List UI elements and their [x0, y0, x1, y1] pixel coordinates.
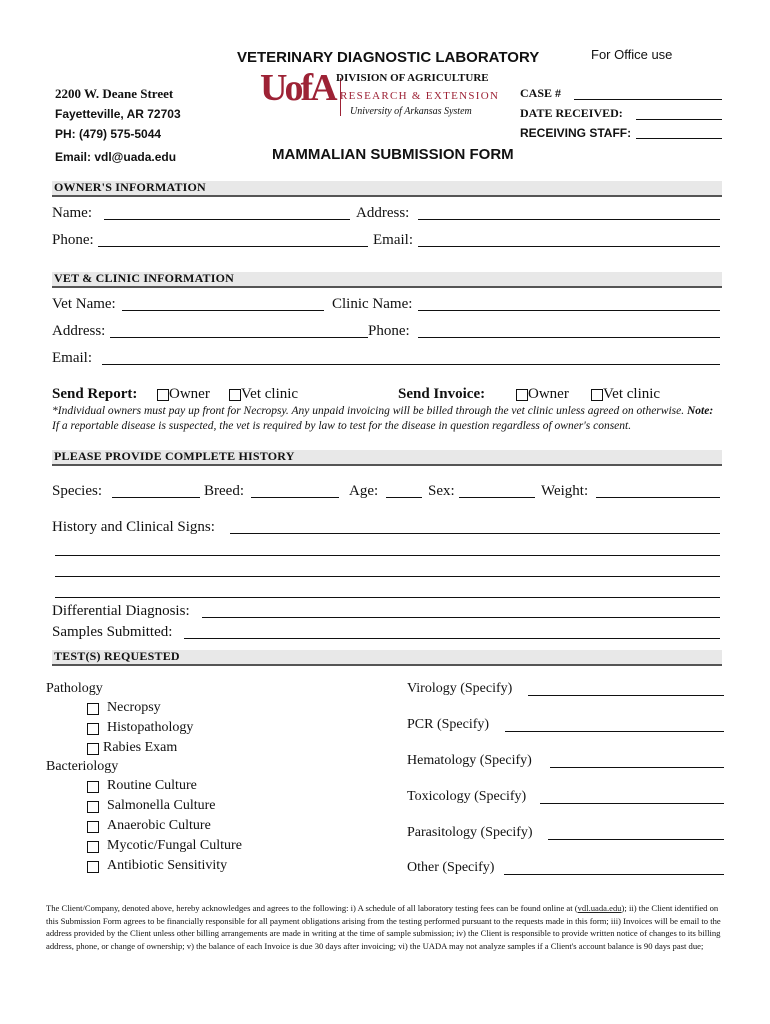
salmonella-culture-checkbox[interactable]: [87, 801, 99, 813]
owner-phone-label: Phone:: [52, 232, 94, 248]
tests-section-title: TEST(S) REQUESTED: [54, 649, 180, 663]
owner-email-field[interactable]: [418, 246, 720, 247]
report-owner-option: Owner: [169, 386, 210, 402]
sex-label: Sex:: [428, 483, 455, 499]
owner-address-field[interactable]: [418, 219, 720, 220]
toxicology-field[interactable]: [540, 803, 724, 804]
pcr-field[interactable]: [505, 731, 724, 732]
vet-phone-field[interactable]: [418, 337, 720, 338]
lab-title: VETERINARY DIAGNOSTIC LABORATORY: [237, 49, 540, 66]
vet-section-title: VET & CLINIC INFORMATION: [54, 271, 235, 285]
mycotic-fungal-culture-checkbox[interactable]: [87, 841, 99, 853]
terms-part2: ); ii) the Client identified on this Submission Form agrees to be financially responsible for all payment obligations arising from the testing performed pursuant to the requests made in this form; iii) Invoices will be email to the address provided by the Client unless other billing arrangements are made in writing at the time of sample submission; iv) the Client is responsible to provide written notice of changes to its billing address, phone, or change of ownership; v) the balance of each Invoice is due 30 days after invoicing; vi) the UADA may not analyze samples if a Client's account balance is 90 days past due;: [46, 903, 721, 951]
salmonella-culture-option: Salmonella Culture: [107, 798, 216, 813]
parasitology-label: Parasitology (Specify): [407, 825, 533, 840]
tests-section-bar: [52, 650, 722, 666]
vet-address-field[interactable]: [110, 337, 368, 338]
differential-label: Differential Diagnosis:: [52, 603, 190, 619]
bacteriology-heading: Bacteriology: [46, 759, 119, 774]
antibiotic-sensitivity-option: Antibiotic Sensitivity: [107, 858, 228, 873]
virology-label: Virology (Specify): [407, 681, 513, 696]
pathology-heading: Pathology: [46, 681, 103, 696]
invoice-vet-clinic-checkbox[interactable]: [591, 389, 603, 401]
weight-label: Weight:: [541, 483, 589, 499]
histopathology-checkbox[interactable]: [87, 723, 99, 735]
invoice-owner-option: Owner: [528, 386, 569, 402]
age-label: Age:: [349, 483, 379, 499]
history-field-line-4[interactable]: [55, 597, 720, 598]
vet-address-label: Address:: [52, 323, 106, 339]
send-invoice-label: Send Invoice:: [398, 386, 486, 402]
anaerobic-culture-checkbox[interactable]: [87, 821, 99, 833]
samples-label: Samples Submitted:: [52, 624, 173, 640]
uada-logo: [260, 67, 506, 122]
logo-line1: DIVISION OF AGRICULTURE: [336, 72, 489, 84]
send-report-label: Send Report:: [52, 386, 138, 402]
other-field[interactable]: [504, 874, 724, 875]
history-field-line-2[interactable]: [55, 555, 720, 556]
weight-field[interactable]: [596, 497, 720, 498]
samples-field[interactable]: [184, 638, 720, 639]
payment-note-part1: *Individual owners must pay up front for Necropsy. Any unpaid invoicing will be billed through the vet clinic unless agreed on otherwise.: [52, 405, 685, 417]
payment-note: [52, 404, 722, 434]
necropsy-checkbox[interactable]: [87, 703, 99, 715]
owner-name-field[interactable]: [104, 219, 350, 220]
vet-email-field[interactable]: [102, 364, 720, 365]
breed-field[interactable]: [251, 497, 339, 498]
rabies-exam-checkbox[interactable]: [87, 743, 99, 755]
species-field[interactable]: [112, 497, 200, 498]
parasitology-field[interactable]: [548, 839, 724, 840]
report-vet-clinic-checkbox[interactable]: [229, 389, 241, 401]
other-label: Other (Specify): [407, 860, 495, 875]
antibiotic-sensitivity-checkbox[interactable]: [87, 861, 99, 873]
routine-culture-option: Routine Culture: [107, 778, 197, 793]
logo-mark: UofA: [260, 67, 335, 109]
case-field[interactable]: [574, 99, 722, 100]
species-label: Species:: [52, 483, 102, 499]
payment-note-bold: Note:: [686, 405, 714, 417]
differential-field[interactable]: [202, 617, 720, 618]
date-received-label: DATE RECEIVED:: [520, 106, 623, 120]
owner-phone-field[interactable]: [98, 246, 368, 247]
vet-section-bar: [52, 272, 722, 288]
lab-city: Fayetteville, AR 72703: [55, 107, 181, 121]
hematology-field[interactable]: [550, 767, 724, 768]
lab-phone: PH: (479) 575-5044: [55, 127, 162, 141]
receiving-staff-label: RECEIVING STAFF:: [520, 126, 632, 140]
invoice-owner-checkbox[interactable]: [516, 389, 528, 401]
pcr-label: PCR (Specify): [407, 717, 490, 732]
owner-section-title: OWNER'S INFORMATION: [54, 180, 206, 194]
sex-field[interactable]: [459, 497, 535, 498]
terms-text: [46, 902, 724, 952]
history-section-title: PLEASE PROVIDE COMPLETE HISTORY: [54, 449, 295, 463]
report-vet-clinic-option: Vet clinic: [241, 386, 299, 402]
lab-email: Email: vdl@uada.edu: [55, 150, 177, 164]
history-section-bar: [52, 450, 722, 466]
vet-name-label: Vet Name:: [52, 296, 116, 312]
necropsy-option: Necropsy: [107, 700, 161, 715]
vet-phone-label: Phone:: [368, 323, 410, 339]
owner-email-label: Email:: [373, 232, 413, 248]
form-title: MAMMALIAN SUBMISSION FORM: [272, 146, 514, 163]
breed-label: Breed:: [204, 483, 244, 499]
history-field-line-3[interactable]: [55, 576, 720, 577]
clinic-name-label: Clinic Name:: [332, 296, 413, 312]
owner-address-label: Address:: [356, 205, 410, 221]
owner-name-label: Name:: [52, 205, 92, 221]
mycotic-fungal-culture-option: Mycotic/Fungal Culture: [107, 838, 242, 853]
lab-street: 2200 W. Deane Street: [55, 86, 174, 101]
hematology-label: Hematology (Specify): [407, 753, 532, 768]
rabies-exam-option: Rabies Exam: [103, 740, 178, 755]
vet-email-label: Email:: [52, 350, 92, 366]
case-label: CASE #: [520, 86, 562, 100]
virology-field[interactable]: [528, 695, 724, 696]
terms-link[interactable]: vdl.uada.edu: [577, 903, 622, 913]
terms-part1: The Client/Company, denoted above, hereby acknowledges and agrees to the following: i) A schedule of all laboratory testing fees can be found online at (: [46, 903, 578, 913]
clinic-name-field[interactable]: [418, 310, 720, 311]
date-received-field[interactable]: [636, 119, 722, 120]
history-label: History and Clinical Signs:: [52, 519, 215, 535]
office-use-label: For Office use: [591, 47, 673, 62]
logo-line2: RESEARCH & EXTENSION: [340, 90, 500, 102]
invoice-vet-clinic-option: Vet clinic: [603, 386, 661, 402]
payment-note-part2: If a reportable disease is suspected, the vet is required by law to test for the disease in question regardless of owner's consent.: [52, 420, 632, 432]
vet-name-field[interactable]: [122, 310, 324, 311]
toxicology-label: Toxicology (Specify): [407, 789, 527, 804]
owner-section-bar: [52, 181, 722, 197]
age-field[interactable]: [386, 497, 422, 498]
report-owner-checkbox[interactable]: [157, 389, 169, 401]
history-field-line-1[interactable]: [230, 533, 720, 534]
routine-culture-checkbox[interactable]: [87, 781, 99, 793]
histopathology-option: Histopathology: [107, 720, 194, 735]
anaerobic-culture-option: Anaerobic Culture: [107, 818, 211, 833]
logo-line3: University of Arkansas System: [350, 106, 472, 117]
receiving-staff-field[interactable]: [636, 138, 722, 139]
